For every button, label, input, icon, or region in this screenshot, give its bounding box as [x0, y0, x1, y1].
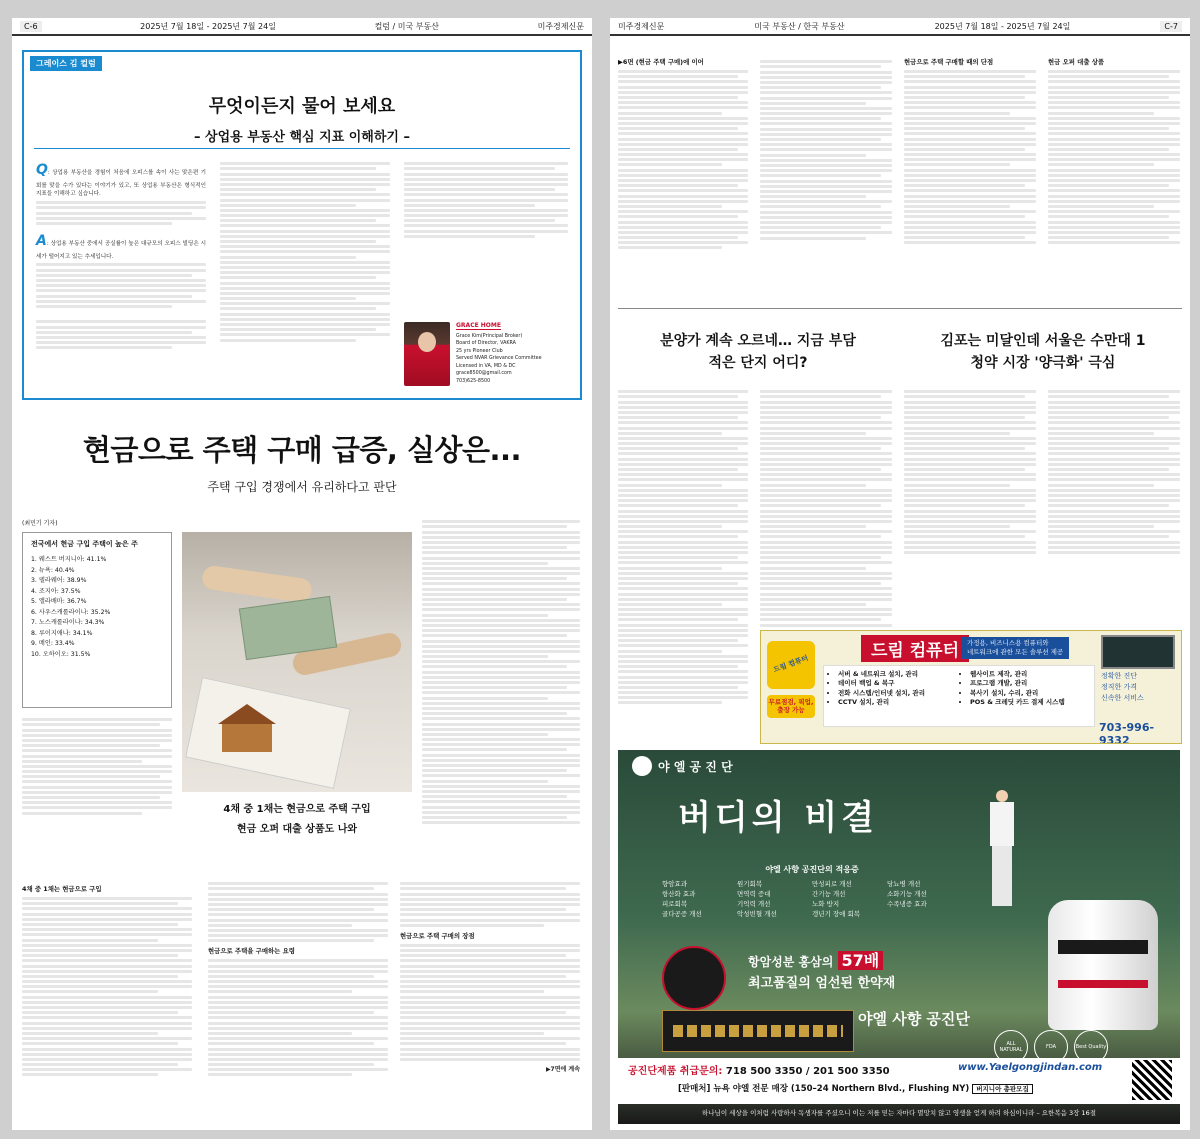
ad2-effects-grid — [662, 879, 962, 919]
author-photo — [404, 322, 450, 386]
sidebar-list-item: 5. 앨라배마: 36.7% — [31, 598, 87, 606]
section-rule — [618, 308, 1182, 309]
article3-col-2 — [1048, 388, 1180, 556]
column-rule — [34, 148, 570, 149]
ad2-effect-item: 피로회복 — [662, 900, 688, 909]
ad1-value-item: 정확한 진단 — [1101, 672, 1138, 680]
ad1-tagline-1: 가정용, 비즈니스용 컴퓨터와 — [967, 639, 1049, 647]
ad2-shop-text: 뉴욕 야엘 전문 매장 (150–24 Northern Blvd., Flushing NY) — [713, 1084, 970, 1094]
sidebar-list-item: 8. 루이지애나: 34.1% — [31, 629, 93, 637]
ad1-service-item: • 웹사이트 제작, 관리 — [970, 670, 1098, 679]
subhead-cash-offer: 현금 오퍼 대출 상품 — [1048, 58, 1105, 66]
ad1-service-item: • CCTV 설치, 관리 — [838, 698, 958, 707]
ad2-cert-badge: FDA — [1034, 1030, 1068, 1064]
article3-col-1 — [904, 388, 1036, 556]
bottom-col-3 — [400, 880, 580, 1074]
ad2-effect-item: 면역력 증대 — [737, 890, 771, 899]
main-headline: 현금으로 주택 구매 급증, 실상은... — [82, 433, 522, 467]
ad2-promo — [748, 948, 883, 971]
ad1-badge: 무료점검, 픽업, 출장 가능 — [767, 695, 815, 718]
byline: (최민기 기자) — [22, 520, 58, 527]
ad2-brand-seal — [632, 756, 652, 776]
ad1-tagline — [961, 637, 1069, 659]
cont-col-2 — [760, 58, 892, 242]
ad1-service-item: • POS & 크레딧 카드 결제 시스템 — [970, 698, 1098, 707]
page-number: C-6 — [20, 21, 42, 32]
folio-section: 컬럼 / 미국 부동산 — [374, 21, 439, 31]
column-subtitle: – 상업용 부동산 핵심 지표 이해하기 – — [194, 130, 410, 145]
ad2-shop-tag: 버지니아 총판모집 — [972, 1084, 1033, 1094]
bio-name: Grace Kim(Principal Broker) — [456, 334, 523, 339]
ad2-footer: 하나님이 세상을 이처럼 사랑하사 독생자를 주셨으니 이는 저를 믿는 자마다 멸망치 않고 영생을 얻게 하려 하심이니라 – 요한복음 3장 16절 — [702, 1109, 1096, 1117]
cont-col-3 — [904, 58, 1036, 246]
q-mark: Q — [36, 162, 48, 178]
main-subhead: 주택 구입 경쟁에서 유리하다고 판단 — [207, 480, 397, 494]
sidebar-list-item: 6. 사우스캐롤라이나: 35.2% — [31, 608, 111, 616]
ad2-product-seal — [662, 946, 726, 1010]
q-text: : 상업용 부동산을 경험이 처음에 오피스를 속이 사는 맞은편 기회를 맞을 수가 있다는 이야기가 있고, 또 상업용 부동산은 형식적인 지표들 이해하고 싶습니다. — [36, 170, 206, 198]
subhead-3: 현금으로 주택 구매의 장점 — [400, 931, 475, 940]
ad1-services-list-1 — [828, 670, 958, 708]
stats-sidebar — [22, 532, 172, 708]
ad2-contact-phones: 718 500 3350 / 201 500 3350 — [725, 1066, 890, 1077]
ad2-qr-code[interactable] — [1132, 1060, 1172, 1100]
ad-dream-computer[interactable] — [760, 630, 1182, 744]
grace-home-logo: GRACE HOME — [456, 322, 501, 329]
ad2-effect-item: 원기회복 — [737, 880, 763, 888]
ad2-website[interactable]: www.Yaelgongjindan.com — [958, 1062, 1103, 1073]
ad2-shop — [678, 1082, 1033, 1094]
ad2-line2: 야엘 사향 공진단 — [858, 1010, 970, 1028]
ad2-golf-bag — [1048, 900, 1158, 1030]
ad2-contact[interactable] — [628, 1062, 890, 1077]
ad1-logo-text: 드림 컴퓨터 — [772, 654, 810, 675]
ad1-title: 드림 컴퓨터 — [861, 635, 969, 662]
ad2-shop-label: [판매처] — [678, 1084, 711, 1094]
bio-phone: 703)625-8500 — [456, 378, 491, 384]
ad2-cert-badge: ALL NATURAL — [994, 1030, 1028, 1064]
subhead-1: 4채 중 1채는 현금으로 구입 — [22, 885, 102, 893]
ad2-effect-item: 기억력 개선 — [737, 900, 771, 909]
a-text: : 상업용 부동산 중에서 공실률이 높은 대규모의 오피스 빌딩은 시세가 떨어지고 있는 추세입니다. — [36, 240, 206, 260]
ad2-effect-item: 간기능 개선 — [812, 890, 846, 899]
ad2-effect-item: 만성피로 개선 — [812, 880, 852, 888]
ad2-golfer-photo — [978, 790, 1028, 910]
ad2-effect-item: 수족냉증 효과 — [887, 900, 927, 909]
ad2-contact-label: 공진단제품 취급문의: — [628, 1066, 723, 1077]
ad2-effect-item: 갱년기 장애 회복 — [812, 910, 861, 919]
ad2-effect-item: 골다공증 개선 — [662, 910, 702, 919]
ad1-service-item: • 복사기 설치, 수리, 관리 — [970, 689, 1098, 698]
article2-headline-2: 적은 단지 어디? — [708, 355, 808, 371]
photo-caption-2: 현금 오퍼 대출 상품도 나와 — [236, 824, 358, 835]
ad2-brand: 야 엘 공 진 단 — [658, 760, 733, 774]
cont-col-1 — [618, 58, 748, 252]
sidebar-title: 전국에서 현금 구입 주택이 높은 주 — [31, 540, 138, 548]
article3-headline-2: 청약 시장 '양극화' 극심 — [970, 355, 1116, 371]
ad2-product-box — [662, 1010, 854, 1052]
ad1-service-item: • 프로그램 개발, 관리 — [970, 679, 1098, 688]
ad2-cert-badge: Best Quality — [1074, 1030, 1108, 1064]
ad2-effect-item: 향암효과 — [662, 880, 688, 888]
ad2-effect-item: 악성빈혈 개선 — [737, 910, 777, 919]
ad2-promo-text: 항암성분 홍삼의 — [748, 955, 834, 969]
bio-line-4: Licensed in VA, MD & DC — [456, 363, 516, 369]
ad-yael-gongjindan[interactable] — [618, 750, 1180, 1124]
continued-note: ▶7면에 계속 — [545, 1065, 580, 1073]
bio-line-3: Served NVAR Grievance Committee — [456, 356, 542, 362]
subhead-2: 현금으로 주택을 구매하는 요령 — [208, 947, 295, 956]
sidebar-list-item: 10. 오하이오: 31.5% — [31, 650, 91, 658]
folio-date: 2025년 7월 18일 - 2025년 7월 24일 — [140, 21, 276, 31]
cont-col-4 — [1048, 58, 1180, 246]
sidebar-list-item: 4. 조지아: 37.5% — [31, 587, 81, 595]
right-folio — [610, 18, 1190, 36]
column-text-col1 — [36, 160, 206, 351]
column-box — [22, 50, 582, 400]
bio-line-2: 25 yrs Pioneer Club — [456, 348, 503, 354]
author-bio-card — [404, 322, 570, 388]
article2-col-1 — [618, 388, 748, 707]
a-mark: A — [36, 232, 47, 249]
folio-date: 2025년 7월 18일 - 2025년 7월 24일 — [934, 21, 1071, 31]
sidebar-list-item: 7. 노스캐롤라이나: 34.3% — [31, 619, 105, 627]
sidebar-list-item: 1. 웨스트 버지니아: 41.1% — [31, 556, 107, 563]
bottom-col-1 — [22, 880, 192, 1079]
bio-email: grace8500@gmail.com — [456, 371, 512, 377]
left-page — [12, 18, 592, 1130]
column-text-col3 — [404, 160, 568, 240]
ad2-effects-title: 야엘 사향 공진단의 적응증 — [765, 865, 859, 874]
ad1-values — [1101, 671, 1177, 705]
ad1-service-item: • 전화 시스템/인터넷 설치, 관리 — [838, 689, 958, 698]
sidebar-list-item: 2. 뉴욕: 40.4% — [31, 566, 75, 574]
sidebar-list-item: 9. 메인: 33.4% — [31, 640, 75, 648]
folio-section: 미국 부동산 / 한국 부동산 — [754, 21, 845, 31]
ad1-service-item: • 데이터 백업 & 복구 — [838, 679, 958, 688]
right-page — [610, 18, 1190, 1130]
sidebar-list — [31, 555, 163, 660]
folio-paper: 미주경제신문 — [537, 21, 584, 31]
ad2-effects-panel — [662, 864, 962, 940]
ad1-monitor-icon — [1101, 635, 1175, 669]
main-text-col-right — [422, 518, 580, 826]
ad2-contact-band — [618, 1058, 1180, 1104]
ad1-tagline-2: 네트워크에 관한 모든 솔루션 제공 — [967, 648, 1064, 657]
ad2-title: 버디의 비결 — [678, 798, 879, 838]
column-title: 무엇이든지 물어 보세요 — [208, 96, 396, 117]
cash-handover-photo — [182, 532, 412, 792]
article2-col-2 — [760, 388, 892, 629]
main-text-col-left — [22, 716, 172, 817]
ad1-service-item: • 서버 & 네트워크 설치, 관리 — [838, 670, 958, 679]
ad1-phone[interactable]: 703-996-9332 — [1099, 721, 1155, 744]
folio-paper: 미주경제신문 — [618, 21, 665, 31]
left-folio — [12, 18, 592, 36]
article3-headline-1: 김포는 미달인데 서울은 수만대 1 — [940, 333, 1146, 349]
bottom-col-2 — [208, 880, 388, 1079]
ad1-logo — [767, 641, 815, 689]
ad2-line1: 최고품질의 엄선된 한약재 — [748, 976, 896, 991]
page-number: C-7 — [1160, 21, 1182, 32]
ad2-effect-item: 당뇨병 개선 — [887, 880, 921, 888]
cont-head: ▶6면 (현금 주택 구매)에 이어 — [618, 58, 704, 66]
column-text-col2 — [220, 160, 390, 344]
sidebar-list-item: 3. 델라웨어: 38.9% — [31, 577, 87, 585]
subhead-cash-cons: 현금으로 주택 구매할 때의 단점 — [904, 58, 994, 66]
ad2-effect-item: 소화기능 개선 — [887, 890, 927, 899]
photo-caption-1: 4채 중 1채는 현금으로 주택 구입 — [223, 804, 371, 815]
ad2-effect-item: 노화 방지 — [812, 900, 840, 909]
ad1-value-item: 정직한 가격 — [1101, 683, 1138, 692]
ad1-services-list-2 — [960, 670, 1098, 708]
bio-line-1: Board of Director, VAKRA — [456, 341, 516, 347]
ad2-promo-number: 57배 — [838, 951, 884, 970]
ad1-value-item: 신속한 서비스 — [1101, 694, 1144, 703]
ad1-services — [823, 665, 1095, 727]
ad2-effect-item: 항산화 효과 — [662, 890, 696, 899]
article2-headline-1: 분양가 계속 오르네… 지금 부담 — [660, 333, 856, 349]
column-tag: 그레이스 김 컬럼 — [30, 56, 102, 71]
